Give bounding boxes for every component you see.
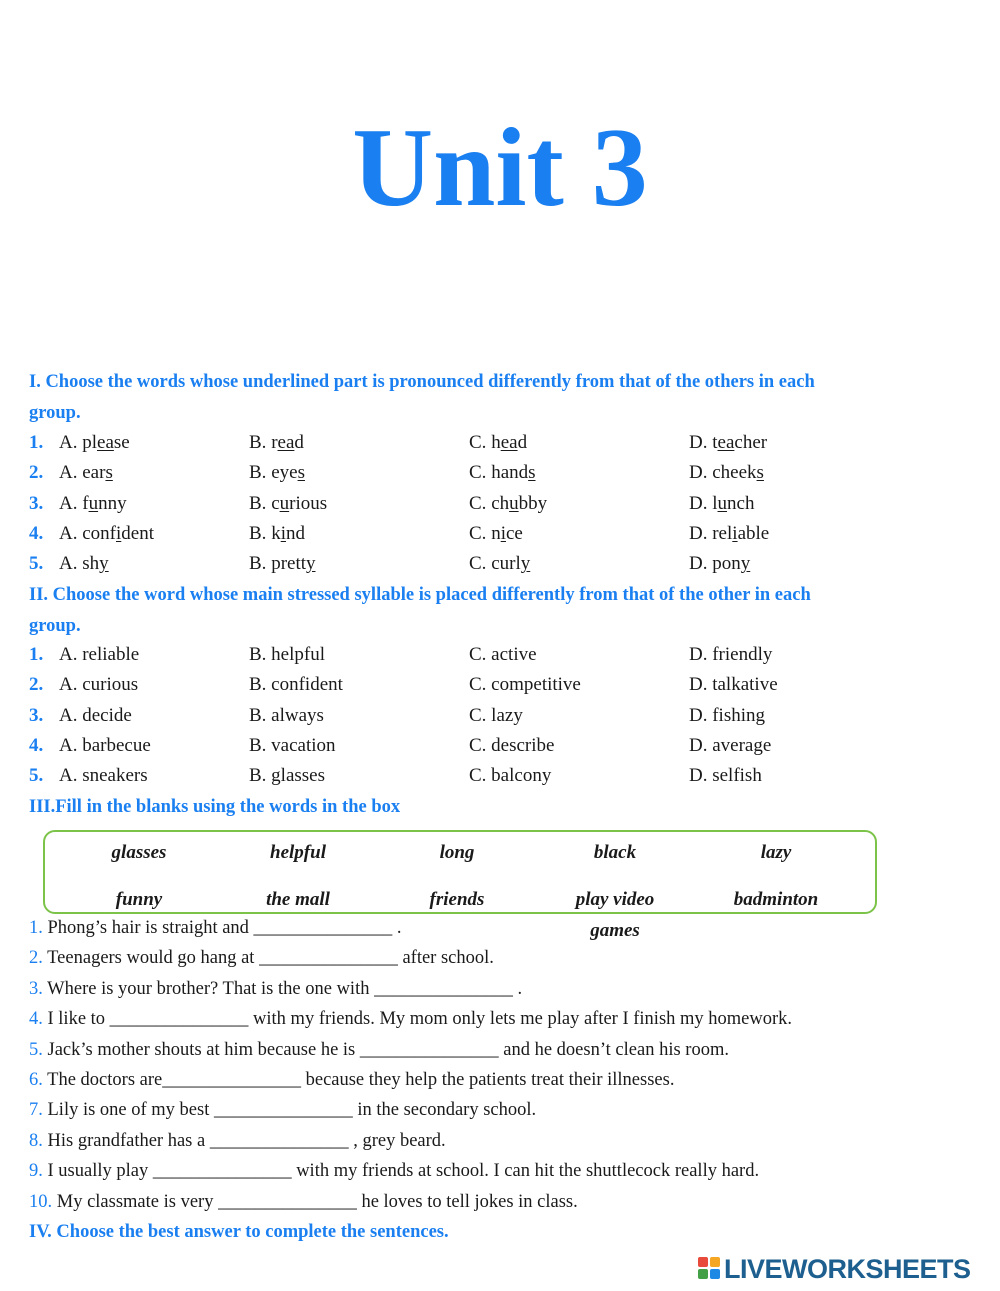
option-letter: A. [59, 492, 78, 514]
option: B. glasses [249, 765, 325, 787]
underlined-part: y [740, 553, 751, 575]
option-text: eye [271, 462, 298, 484]
option-letter: D. [689, 462, 708, 484]
option: B. confident [249, 674, 343, 696]
underlined-part: i [500, 522, 506, 544]
underlined-part: u [717, 492, 728, 514]
option-text: cher [734, 432, 768, 453]
option-letter: C. [469, 522, 487, 544]
option-letter: A. [59, 462, 78, 484]
option: C. describe [469, 734, 555, 756]
option-text: hand [491, 462, 529, 484]
stress-item [29, 761, 969, 791]
option [469, 489, 547, 519]
option-text: r [271, 432, 278, 453]
sentence-text: Teenagers would go hang at _______________ after school. [47, 948, 494, 969]
item-number: 7. [29, 1100, 43, 1121]
option-letter: C. [469, 492, 487, 514]
option: D. average [689, 734, 772, 756]
option-text: rious [289, 492, 328, 514]
option-letter: D. [689, 522, 708, 544]
option-letter: D. [689, 432, 708, 453]
option-text: prett [271, 553, 307, 575]
option-letter: C. [469, 432, 487, 453]
fill-blank-sentence [29, 1004, 969, 1034]
option [689, 489, 754, 519]
option [59, 458, 113, 488]
item-number: 3. [29, 492, 44, 514]
fill-blank-sentence [29, 1156, 969, 1186]
box-word: the mall [266, 889, 330, 910]
box-word: lazy [760, 842, 792, 863]
underlined-part: u [279, 492, 290, 514]
sentence-text: Where is your brother? That is the one with _______________ . [47, 978, 523, 999]
option [249, 428, 304, 458]
option-text: t [712, 432, 718, 453]
box-word: play video [575, 889, 655, 910]
underlined-part: ea [97, 432, 114, 453]
box-word: black [593, 842, 637, 863]
option: A. decide [59, 704, 132, 726]
stress-item [29, 701, 969, 731]
option [249, 458, 305, 488]
fill-blank-sentence [29, 1095, 969, 1125]
option: B. vacation [249, 734, 336, 756]
fill-blank-sentence [29, 913, 969, 943]
option: A. curious [59, 674, 139, 696]
fill-blank-sentence [29, 1187, 969, 1217]
box-word: badminton [733, 889, 819, 910]
underlined-part: y [99, 553, 109, 575]
underlined-part: i [732, 522, 738, 544]
option-text: pl [82, 432, 98, 453]
option: C. lazy [469, 704, 523, 726]
option [689, 519, 769, 549]
underlined-part: ea [500, 432, 518, 453]
box-word: friends [429, 889, 485, 910]
option-text: h [491, 432, 501, 453]
sentence-text: The doctors are_______________ because they help the patients treat their illnesses. [47, 1070, 675, 1090]
option [469, 428, 527, 458]
option-letter: B. [249, 553, 267, 575]
item-number: 4. [29, 522, 44, 544]
item-number: 1. [29, 432, 44, 453]
pronunciation-item [29, 458, 969, 488]
item-number: 6. [29, 1070, 43, 1090]
stress-item [29, 640, 969, 670]
section-2-heading-cont: group. [29, 616, 81, 636]
underlined-part: ea [717, 432, 735, 453]
item-number: 5. [29, 765, 44, 787]
underlined-part: y [520, 553, 531, 575]
option-letter: D. [689, 553, 708, 575]
option [469, 549, 530, 579]
section-3-heading: III.Fill in the blanks using the words in the box [29, 797, 401, 817]
item-number: 4. [29, 1009, 43, 1030]
option [249, 519, 305, 549]
fill-blank-sentence [29, 1065, 969, 1095]
option [59, 549, 109, 579]
option [469, 519, 523, 549]
fill-blank-sentence [29, 1126, 969, 1156]
item-number: 2. [29, 674, 44, 696]
option [249, 489, 327, 519]
section-4-heading: IV. Choose the best answer to complete the sentences. [29, 1222, 449, 1242]
underlined-part: i [116, 522, 122, 544]
option: C. balcony [469, 765, 552, 787]
underlined-part: u [88, 492, 99, 514]
item-number: 8. [29, 1130, 43, 1151]
box-word: funny [115, 889, 163, 910]
option-text: nch [727, 492, 755, 514]
item-number: 1. [29, 918, 43, 938]
option: A. reliable [59, 644, 140, 665]
option-letter: B. [249, 522, 267, 544]
underlined-part: s [756, 462, 764, 484]
option-letter: B. [249, 432, 267, 453]
underlined-part: y [306, 553, 316, 575]
option: B. always [249, 704, 324, 726]
sentence-text: I usually play _______________ with my friends at school. I can hit the shuttlecock really hard. [47, 1161, 760, 1182]
option [689, 428, 767, 458]
pronunciation-item [29, 428, 969, 458]
item-number: 4. [29, 734, 44, 756]
section-1-heading-cont: group. [29, 403, 81, 423]
option-text: l [712, 492, 718, 514]
option-letter: B. [249, 492, 267, 514]
option [469, 458, 536, 488]
item-number: 9. [29, 1161, 43, 1182]
item-number: 3. [29, 704, 44, 726]
option-text: ch [491, 492, 510, 514]
option-text: nd [285, 522, 305, 544]
option-letter: D. [689, 492, 708, 514]
option [59, 428, 130, 458]
pronunciation-item [29, 519, 969, 549]
item-number: 3. [29, 978, 43, 999]
underlined-part: s [105, 462, 113, 484]
liveworksheets-logo [698, 1254, 994, 1284]
logo-text: LIVEWORKSHEETS [724, 1254, 971, 1284]
option-letter: B. [249, 462, 267, 484]
option [59, 489, 127, 519]
option-text: nny [98, 492, 127, 514]
option: D. selfish [689, 765, 762, 787]
sentence-text: His grandfather has a _______________ , grey beard. [47, 1130, 446, 1151]
sentence-text: My classmate is very _______________ he loves to tell jokes in class. [56, 1191, 578, 1212]
option-letter: A. [59, 522, 78, 544]
option: C. active [469, 644, 537, 665]
pronunciation-item [29, 489, 969, 519]
item-number: 10. [29, 1191, 53, 1212]
logo-mark-icon [698, 1257, 722, 1281]
box-word: glasses [111, 842, 167, 863]
option: D. fishing [689, 704, 765, 726]
option-letter: C. [469, 462, 487, 484]
item-number: 5. [29, 553, 44, 575]
page-title: Unit 3 [352, 106, 648, 230]
option [249, 549, 316, 579]
option-letter: A. [59, 553, 78, 575]
option-text: se [113, 432, 130, 453]
item-number: 5. [29, 1039, 43, 1060]
item-number: 2. [29, 948, 43, 969]
option-text: d [517, 432, 528, 453]
option [689, 458, 764, 488]
item-number: 2. [29, 462, 44, 484]
option: D. friendly [689, 644, 773, 665]
option-text: c [271, 492, 280, 514]
stress-item [29, 731, 969, 761]
underlined-part: i [280, 522, 286, 544]
fill-blank-sentence [29, 1035, 969, 1065]
sentence-text: I like to _______________ with my friends. My mom only lets me play after I finish my homework. [47, 1009, 793, 1030]
option-letter: C. [469, 553, 487, 575]
stress-item [29, 670, 969, 700]
box-word: helpful [270, 842, 326, 863]
option: A. sneakers [59, 765, 148, 787]
option-letter: A. [59, 432, 78, 453]
option-text: ce [505, 522, 523, 544]
option-text: able [737, 522, 770, 544]
option-text: dent [121, 522, 154, 544]
option: A. barbecue [59, 734, 151, 756]
option-text: bby [518, 492, 548, 514]
underlined-part: ea [277, 432, 295, 453]
item-number: 1. [29, 644, 44, 665]
option-text: sh [82, 553, 100, 575]
option-text: cheek [712, 462, 757, 484]
section-1-heading: I. Choose the words whose underlined part is pronounced differently from that of the others in each [29, 372, 815, 392]
box-word: games [590, 920, 640, 941]
option [59, 519, 154, 549]
option-text: ear [82, 462, 106, 484]
option-text: k [271, 522, 281, 544]
fill-blank-sentence [29, 943, 969, 973]
section-2-heading: II. Choose the word whose main stressed syllable is placed differently from that of the other in each [29, 585, 811, 605]
option: B. helpful [249, 644, 325, 665]
option-text: n [491, 522, 501, 544]
option-text: conf [82, 522, 116, 544]
option-text: pon [712, 553, 741, 575]
box-word: long [439, 842, 475, 863]
option-text: f [82, 492, 89, 514]
sentence-text: Phong’s hair is straight and _______________ . [47, 918, 402, 938]
option-text: rel [712, 522, 733, 544]
option-text: curl [491, 553, 521, 575]
underlined-part: u [509, 492, 519, 514]
underlined-part: s [528, 462, 536, 484]
fill-blank-sentence [29, 974, 969, 1004]
sentence-text: Lily is one of my best _______________ in the secondary school. [47, 1100, 537, 1121]
underlined-part: s [297, 462, 305, 484]
option: C. competitive [469, 674, 581, 696]
option [689, 549, 750, 579]
option-text: d [294, 432, 304, 453]
pronunciation-item [29, 549, 969, 579]
sentence-text: Jack’s mother shouts at him because he is _______________ and he doesn’t clean his room. [47, 1039, 729, 1060]
option: D. talkative [689, 674, 778, 696]
